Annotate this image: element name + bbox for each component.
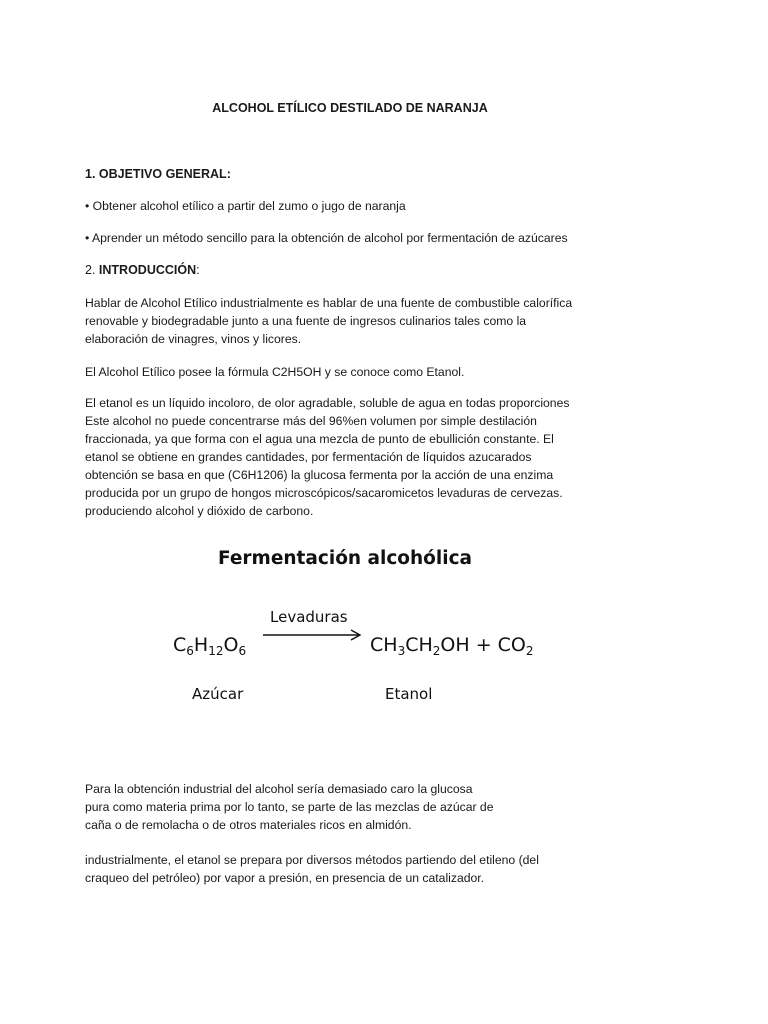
paragraph-5-line: craqueo del petróleo) por vapor a presión, en presencia de un catalizador. <box>85 871 485 885</box>
formula-subscript: 12 <box>208 644 224 658</box>
paragraph-3-line: producida por un grupo de hongos microscópicos/sacaromicetos levaduras de cervezas. <box>85 486 563 500</box>
formula-part: H <box>193 634 209 656</box>
catalyst-label: Levaduras <box>270 608 348 626</box>
objetivo-heading: 1. OBJETIVO GENERAL: <box>85 167 231 181</box>
paragraph-3-line: Este alcohol no puede concentrarse más del 96%en volumen por simple destilación <box>85 414 537 428</box>
formula-part: CH <box>370 634 398 656</box>
formula-subscript: 6 <box>238 644 247 658</box>
paragraph-3 <box>85 394 569 520</box>
figure-title: Fermentación alcohólica <box>218 548 473 569</box>
introduccion-heading <box>85 261 200 279</box>
formula-part: C <box>173 634 187 656</box>
paragraph-3-line: El etanol es un líquido incoloro, de olor agradable, soluble de agua en todas proporciones <box>85 396 570 410</box>
paragraph-3-line: etanol se obtiene en grandes cantidades, por fermentación de líquidos azucarados <box>85 450 532 464</box>
formula-part: O <box>223 634 239 656</box>
paragraph-3-line: obtención se basa en que (C6H1206) la glucosa fermenta por la acción de una enzima <box>85 468 554 482</box>
product-formula <box>370 634 534 658</box>
paragraph-3-line: produciendo alcohol y dióxido de carbono. <box>85 504 314 518</box>
formula-part: CH <box>405 634 433 656</box>
introduccion-heading-text: INTRODUCCIÓN <box>98 263 197 277</box>
paragraph-2: El Alcohol Etílico posee la fórmula C2H5OH y se conoce como Etanol. <box>85 365 465 379</box>
paragraph-4-line: pura como materia prima por lo tanto, se parte de las mezclas de azúcar de <box>85 800 494 814</box>
product-label: Etanol <box>385 685 433 703</box>
formula-subscript: 2 <box>432 644 441 658</box>
paragraph-1 <box>85 294 572 348</box>
reaction-arrow-icon <box>263 629 363 641</box>
formula-subscript: 3 <box>397 644 406 658</box>
reactant-formula <box>173 634 247 658</box>
paragraph-4-line: Para la obtención industrial del alcohol sería demasiado caro la glucosa <box>85 782 473 796</box>
fermentation-figure <box>165 545 545 715</box>
document-title: ALCOHOL ETÍLICO DESTILADO DE NARANJA <box>212 101 488 115</box>
formula-part: OH + CO <box>440 634 526 656</box>
paragraph-1-line: Hablar de Alcohol Etílico industrialmente es hablar de una fuente de combustible calorífica <box>85 296 573 310</box>
reactant-label: Azúcar <box>192 685 244 703</box>
paragraph-1-line: renovable y biodegradable junto a una fuente de ingresos culinarios tales como la <box>85 314 527 328</box>
objetivo-bullet-1: • Obtener alcohol etílico a partir del zumo o jugo de naranja <box>85 199 406 213</box>
objetivo-bullet-2: • Aprender un método sencillo para la obtención de alcohol por fermentación de azúcares <box>85 231 568 245</box>
introduccion-number: 2. <box>85 263 99 277</box>
formula-subscript: 2 <box>525 644 534 658</box>
paragraph-5 <box>85 851 539 887</box>
paragraph-3-line: fraccionada, ya que forma con el agua una mezcla de punto de ebullición constante. El <box>85 432 554 446</box>
paragraph-4 <box>85 780 493 834</box>
introduccion-colon: : <box>196 263 200 277</box>
paragraph-1-line: elaboración de vinagres, vinos y licores. <box>85 332 302 346</box>
formula-subscript: 6 <box>186 644 194 658</box>
paragraph-4-line: caña o de remolacha o de otros materiales ricos en almidón. <box>85 818 412 832</box>
paragraph-5-line: industrialmente, el etanol se prepara por diversos métodos partiendo del etileno (del <box>85 853 539 867</box>
